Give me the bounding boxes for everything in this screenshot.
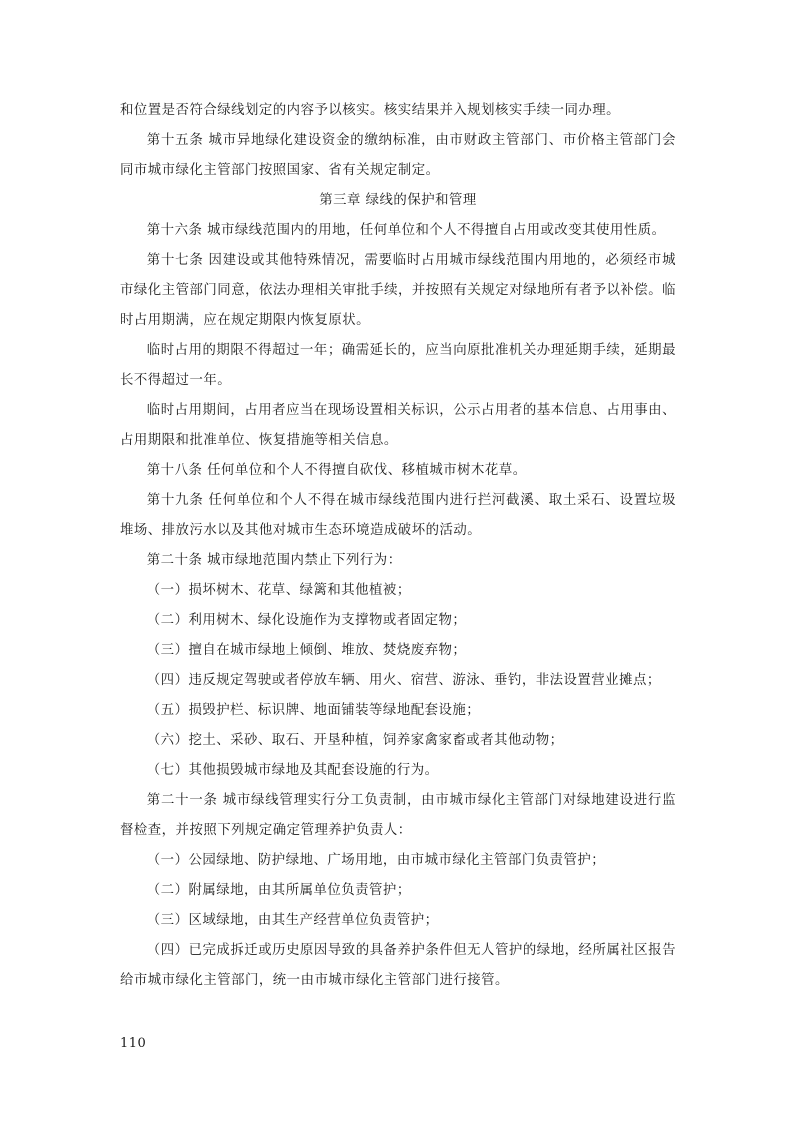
article-20-item-6: （六）挖土、采砂、取石、开垦种植，饲养家禽家畜或者其他动物； bbox=[146, 733, 564, 748]
article-21: 第二十一条 城市绿线管理实行分工负责制，由市城市绿化主管部门对绿地建设进行监督检查，并按照下列规定确定管理养护负责人： bbox=[120, 793, 676, 838]
paragraph-continuation: 和位置是否符合绿线划定的内容予以核实。核实结果并入规划核实手续一同办理。 bbox=[120, 103, 621, 118]
article-19: 第十九条 任何单位和个人不得在城市绿线范围内进行拦河截溪、取土采石、设置垃圾堆场、排放污水以及其他对城市生态环境造成破坏的活动。 bbox=[120, 493, 676, 538]
article-16: 第十六条 城市绿线范围内的用地，任何单位和个人不得擅自占用或改变其使用性质。 bbox=[146, 223, 666, 238]
article-17: 第十七条 因建设或其他特殊情况，需要临时占用城市绿线范围内用地的，必须经市城市绿化主管部门同意，依法办理相关审批手续，并按照有关规定对绿地所有者予以补偿。临时占用期满，应在规定期限内恢复原状。 bbox=[120, 253, 676, 328]
article-21-item-1: （一）公园绿地、防护绿地、广场用地，由市城市绿化主管部门负责管护； bbox=[146, 853, 606, 868]
article-21-item-4: （四）已完成拆迁或历史原因导致的具备养护条件但无人管护的绿地，经所属社区报告给市城市绿化主管部门，统一由市城市绿化主管部门进行接管。 bbox=[120, 943, 676, 988]
article-20-item-1: （一）损坏树木、花草、绿篱和其他植被； bbox=[146, 583, 411, 598]
page-number: 110 bbox=[120, 1036, 147, 1051]
document-body bbox=[120, 96, 676, 996]
article-18: 第十八条 任何单位和个人不得擅自砍伐、移植城市树木花草。 bbox=[146, 463, 527, 478]
article-20-item-4: （四）违反规定驾驶或者停放车辆、用火、宿营、游泳、垂钓，非法设置营业摊点； bbox=[146, 673, 661, 688]
article-17-clause-3: 临时占用期间，占用者应当在现场设置相关标识，公示占用者的基本信息、占用事由、占用期限和批准单位、恢复措施等相关信息。 bbox=[120, 403, 676, 448]
article-20: 第二十条 城市绿地范围内禁止下列行为： bbox=[146, 553, 402, 568]
article-20-item-2: （二）利用树木、绿化设施作为支撑物或者固定物； bbox=[146, 613, 467, 628]
chapter-heading: 第三章 绿线的保护和管理 bbox=[319, 193, 477, 208]
article-21-item-3: （三）区域绿地，由其生产经营单位负责管护； bbox=[146, 913, 439, 928]
article-20-item-7: （七）其他损毁城市绿地及其配套设施的行为。 bbox=[146, 763, 439, 778]
article-15: 第十五条 城市异地绿化建设资金的缴纳标准，由市财政主管部门、市价格主管部门会同市城市绿化主管部门按照国家、省有关规定制定。 bbox=[120, 133, 676, 178]
article-21-item-2: （二）附属绿地，由其所属单位负责管护； bbox=[146, 883, 411, 898]
article-20-item-5: （五）损毁护栏、标识牌、地面铺装等绿地配套设施； bbox=[146, 703, 481, 718]
article-20-item-3: （三）擅自在城市绿地上倾倒、堆放、焚烧废弃物； bbox=[146, 643, 467, 658]
article-17-clause-2: 临时占用的期限不得超过一年；确需延长的，应当向原批准机关办理延期手续，延期最长不得超过一年。 bbox=[120, 343, 676, 388]
